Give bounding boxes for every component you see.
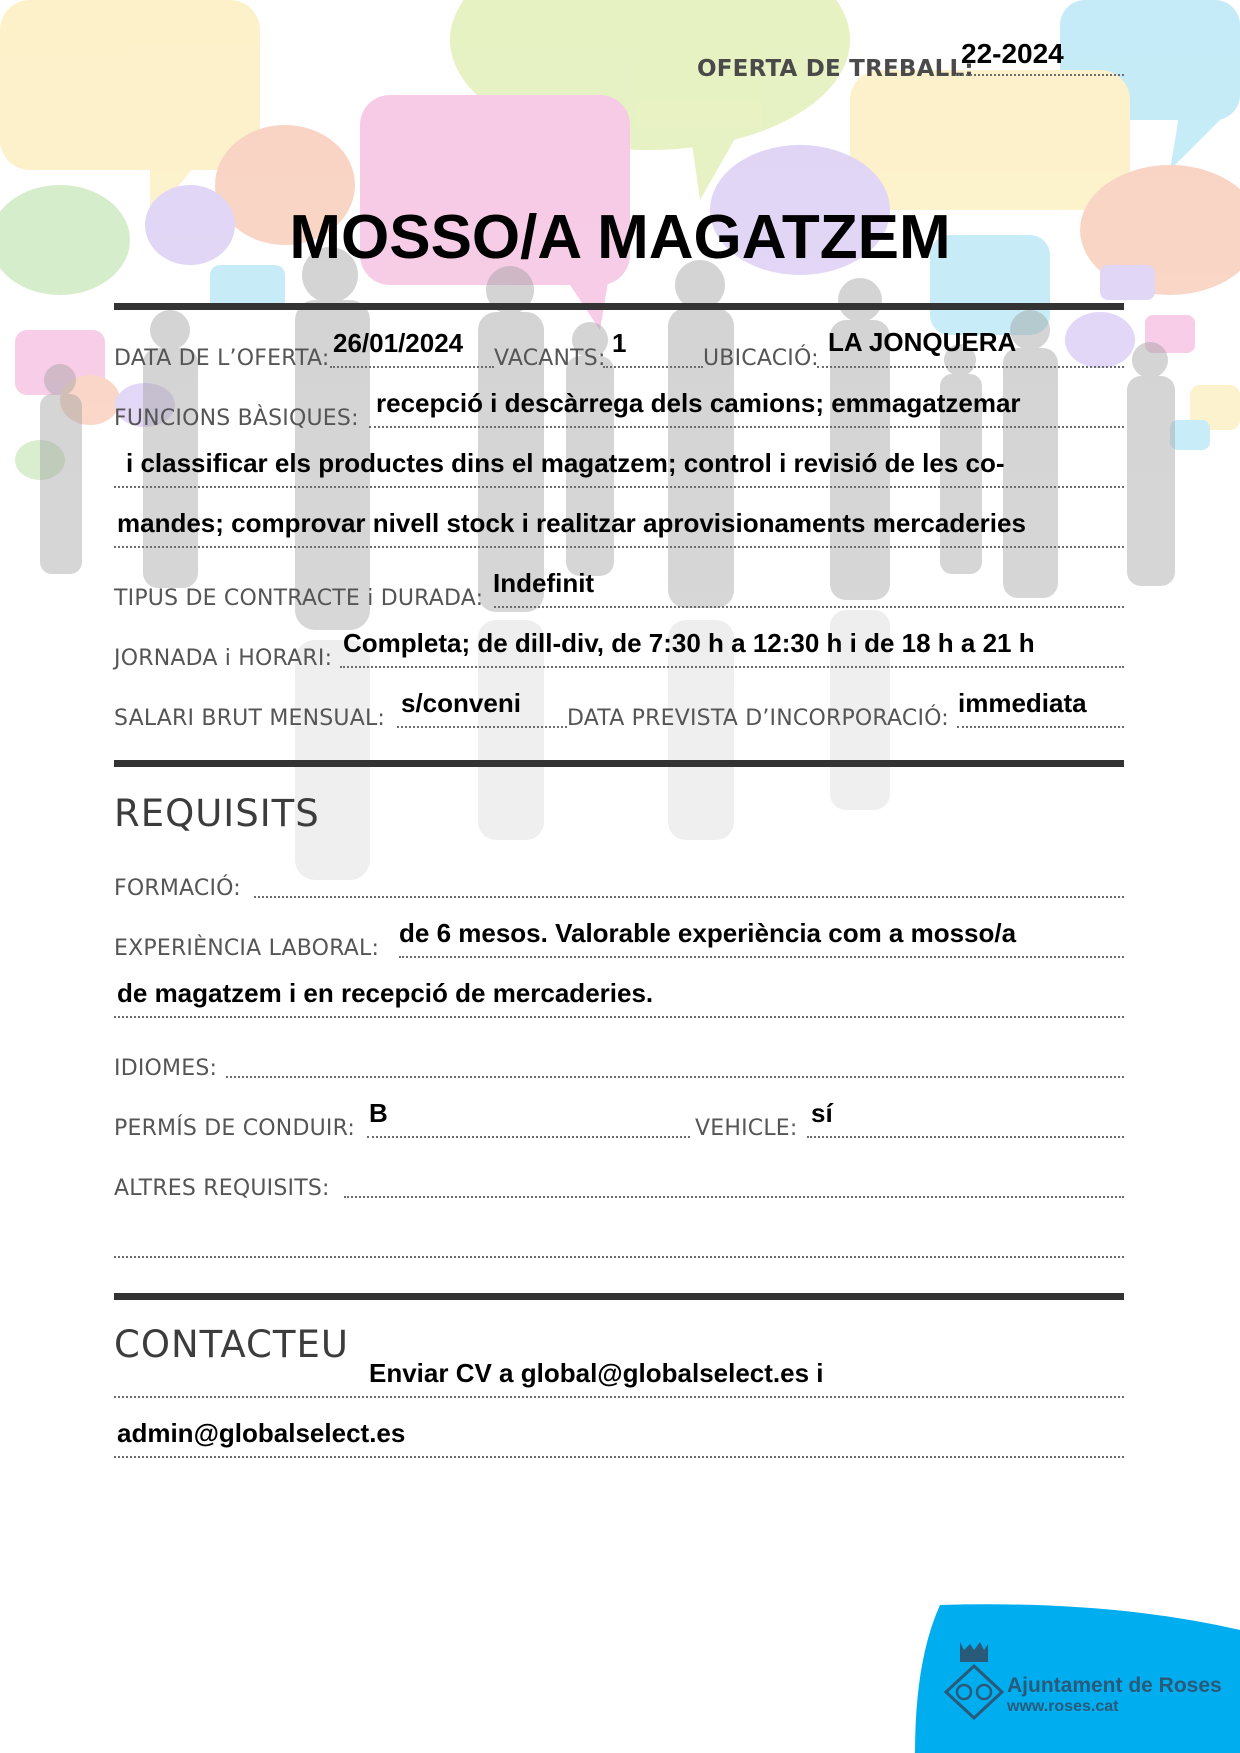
license-label: PERMÍS DE CONDUIR: bbox=[114, 1116, 356, 1141]
location-value: LA JONQUERA bbox=[828, 327, 1017, 357]
offer-number-value: 22-2024 bbox=[961, 38, 1064, 69]
divider bbox=[114, 760, 1124, 767]
salary-value: s/conveni bbox=[401, 688, 521, 718]
training-label: FORMACIÓ: bbox=[114, 876, 241, 901]
functions-text-1: recepció i descàrrega dels camions; emmagatzemar bbox=[376, 388, 1021, 418]
contact-line-1 bbox=[114, 1396, 1124, 1398]
functions-line-2 bbox=[114, 486, 1124, 488]
experience-text-1: de 6 mesos. Valorable experiència com a mosso/a bbox=[399, 918, 1017, 948]
languages-line bbox=[226, 1076, 1124, 1078]
salary-line bbox=[397, 726, 567, 728]
other-requirements-line-2 bbox=[114, 1256, 1124, 1258]
functions-label: FUNCIONS BÀSIQUES: bbox=[114, 406, 359, 431]
contract-line bbox=[494, 606, 1124, 608]
vehicle-line bbox=[807, 1136, 1124, 1138]
contract-label: TIPUS DE CONTRACTE i DURADA: bbox=[114, 586, 484, 611]
training-line bbox=[254, 896, 1124, 898]
contact-heading: CONTACTEU bbox=[114, 1323, 349, 1366]
contact-text-1: Enviar CV a global@globalselect.es i bbox=[369, 1358, 824, 1388]
offer-number-line bbox=[955, 74, 1124, 76]
license-line bbox=[367, 1136, 690, 1138]
location-label: UBICACIÓ: bbox=[703, 346, 819, 371]
start-date-value: immediata bbox=[958, 688, 1087, 718]
org-name: Ajuntament de Roses bbox=[1007, 1674, 1222, 1697]
start-date-label: DATA PREVISTA D’INCORPORACIÓ: bbox=[567, 706, 949, 731]
vacancies-value: 1 bbox=[612, 328, 627, 358]
languages-label: IDIOMES: bbox=[114, 1056, 218, 1081]
functions-text-3-clip bbox=[117, 508, 1121, 542]
start-date-line bbox=[957, 726, 1124, 728]
experience-text-2: de magatzem i en recepció de mercaderies. bbox=[117, 978, 654, 1008]
schedule-label: JORNADA i HORARI: bbox=[114, 646, 333, 671]
divider bbox=[114, 303, 1124, 310]
contact-text-2: admin@globalselect.es bbox=[117, 1418, 406, 1448]
divider bbox=[114, 1293, 1124, 1300]
schedule-line bbox=[340, 666, 1124, 668]
functions-text-3: mandes; comprovar nivell stock i realitzar aprovisionaments mercaderies bbox=[117, 508, 1026, 538]
license-value: B bbox=[369, 1098, 388, 1128]
other-requirements-line-1 bbox=[344, 1196, 1124, 1198]
contact-line-2 bbox=[114, 1456, 1124, 1458]
offer-number-label: OFERTA DE TREBALL: bbox=[697, 56, 974, 82]
experience-line-1 bbox=[399, 956, 1124, 958]
vehicle-label: VEHICLE: bbox=[695, 1116, 798, 1141]
salary-label: SALARI BRUT MENSUAL: bbox=[114, 706, 386, 731]
requirements-heading: REQUISITS bbox=[114, 792, 320, 835]
experience-label: EXPERIÈNCIA LABORAL: bbox=[114, 936, 380, 961]
functions-line-3 bbox=[114, 546, 1124, 548]
functions-line-1 bbox=[369, 426, 1124, 428]
org-website[interactable]: www.roses.cat bbox=[1007, 1698, 1119, 1715]
vehicle-value: sí bbox=[811, 1098, 833, 1128]
other-requirements-label: ALTRES REQUISITS: bbox=[114, 1176, 330, 1201]
schedule-value: Completa; de dill-div, de 7:30 h a 12:30 h i de 18 h a 21 h bbox=[343, 628, 1035, 658]
job-title: MOSSO/A MAGATZEM bbox=[289, 203, 951, 272]
offer-date-label: DATA DE L’OFERTA: bbox=[114, 346, 330, 371]
vacancies-label: VACANTS: bbox=[494, 346, 606, 371]
offer-date-line bbox=[330, 366, 494, 368]
location-line bbox=[817, 366, 1124, 368]
vacancies-line bbox=[603, 366, 703, 368]
experience-line-2 bbox=[114, 1016, 1124, 1018]
contract-value: Indefinit bbox=[493, 568, 595, 598]
offer-date-value: 26/01/2024 bbox=[333, 328, 464, 358]
functions-text-2: i classificar els productes dins el magatzem; control i revisió de les co- bbox=[126, 448, 1005, 478]
